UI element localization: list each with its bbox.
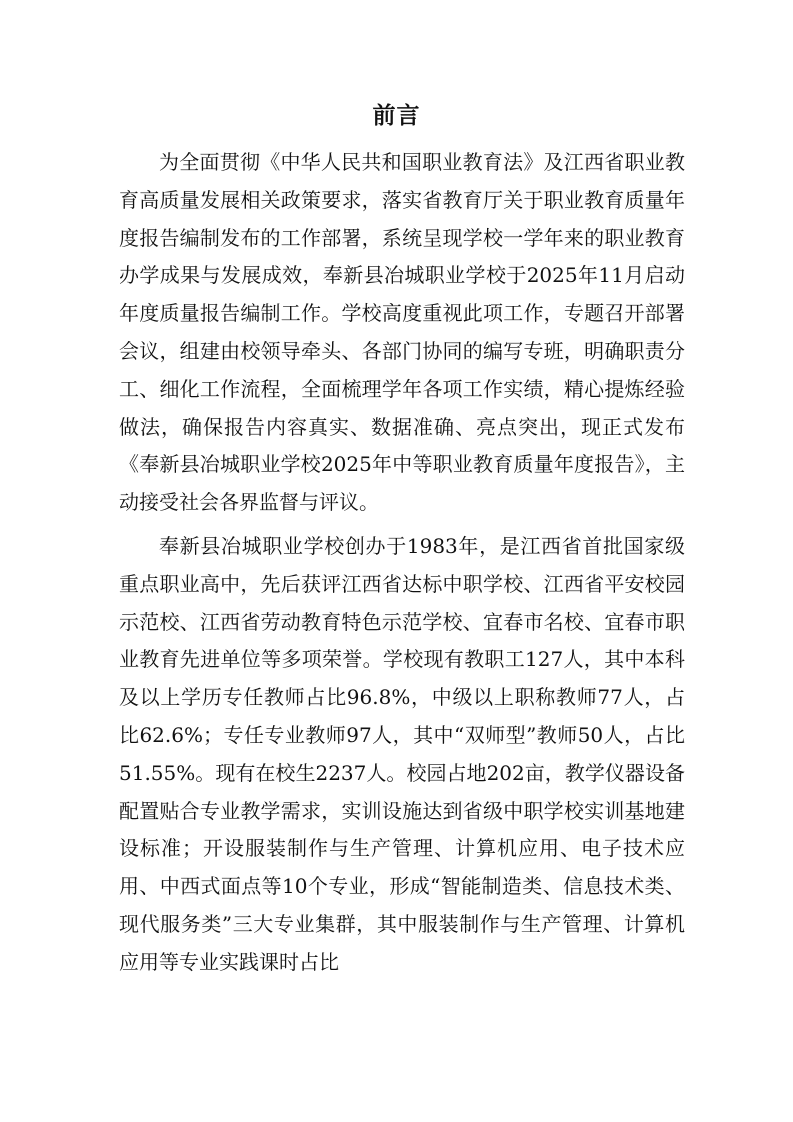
paragraph-preface: 为全面贯彻《中华人民共和国职业教育法》及江西省职业教育高质量发展相关政策要求，落实省教育厅关于职业教育质量年度报告编制发布的工作部署，系统呈现学校一学年来的职业教育办学成果与发展成效，奉新县冶城职业学校于2025年11月启动年度质量报告编制工作。学校高度重视此项工作，专题召开部署会议，组建由校领导牵头、各部门协同的编写专班，明确职责分工、细化工作流程，全面梳理学年各项工作实绩，精心提炼经验做法，确保报告内容真实、数据准确、亮点突出，现正式发布《奉新县冶城职业学校2025年中等职业教育质量年度报告》，主动接受社会各界监督与评议。	[119, 150, 685, 515]
page-title: 前言	[372, 103, 421, 129]
document-body	[119, 144, 685, 988]
paragraph-school-profile: 奉新县冶城职业学校创办于1983年，是江西省首批国家级重点职业高中，先后获评江西省达标中职学校、江西省平安校园示范校、江西省劳动教育特色示范学校、宜春市名校、宜春市职业教育先进单位等多项荣誉。学校现有教职工127人，其中本科及以上学历专任教师占比96.8%，中级以上职称教师77人，占比62.6%；专任专业教师97人，其中“双师型”教师50人，占比51.55%。现有在校生2237人。校园占地202亩，教学仪器设备配置贴合专业教学需求，实训设施达到省级中职学校实训基地建设标准；开设服装制作与生产管理、计算机应用、电子技术应用、中西式面点等10个专业，形成“智能制造类、信息技术类、现代服务类”三大专业集群，其中服装制作与生产管理、计算机应用等专业实践课时占比	[119, 533, 685, 974]
